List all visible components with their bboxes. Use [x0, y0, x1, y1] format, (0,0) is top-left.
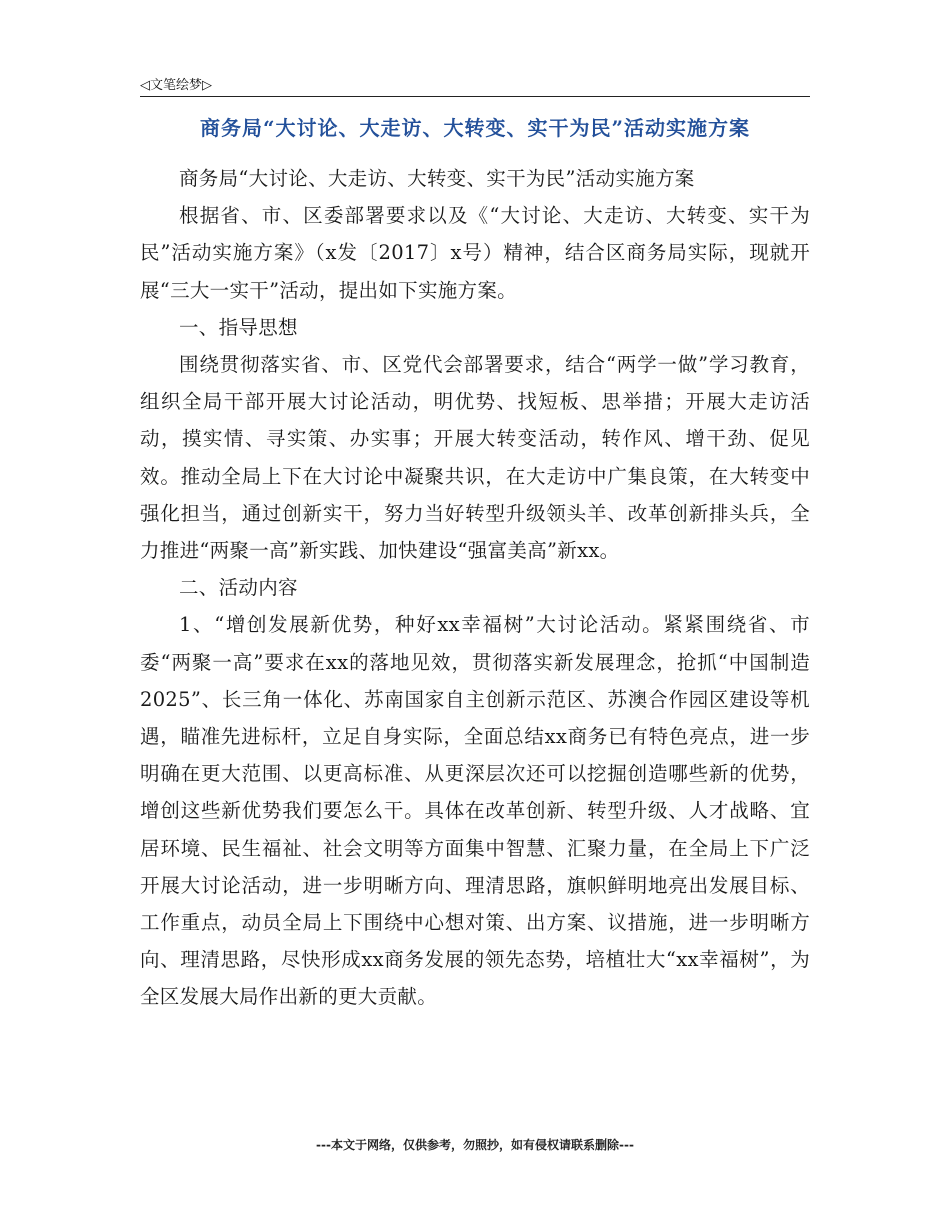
header-brand: ◁文笔绘梦▷	[140, 78, 212, 93]
paragraph-subtitle: 商务局“大讨论、大走访、大转变、实干为民”活动实施方案	[179, 167, 695, 190]
section-heading-activity-content: 二、活动内容	[179, 576, 298, 600]
document-body	[140, 160, 810, 1016]
paragraph-guiding-thought: 围绕贯彻落实省、市、区党代会部署要求，结合“两学一做”学习教育，组织全局干部开展大讨论活动，明优势、找短板、思举措；开展大走访活动，摸实情、寻实策、办实事；开展大转变活动，转作风、增干劲、促见效。推动全局上下在大讨论中凝聚共识，在大走访中广集良策，在大转变中强化担当，通过创新实干，努力当好转型升级领头羊、改革创新排头兵，全力推进“两聚一高”新实践、加快建设“强富美高”新xx。	[140, 353, 810, 563]
section-heading-guiding-thought: 一、指导思想	[179, 315, 298, 339]
page-header	[140, 72, 810, 97]
document-title: 商务局“大讨论、大走访、大转变、实干为民”活动实施方案	[199, 116, 750, 140]
paragraph-intro: 根据省、市、区委部署要求以及《“大讨论、大走访、大转变、实干为民”活动实施方案》（x发〔2017〕x号）精神，结合区商务局实际，现就开展“三大一实干”活动，提出如下实施方案。	[140, 204, 810, 302]
page-footer-disclaimer: ---本文于网络，仅供参考，勿照抄，如有侵权请联系删除---	[316, 1138, 634, 1152]
paragraph-activity-1: 1、“增创发展新优势，种好xx幸福树”大讨论活动。紧紧围绕省、市委“两聚一高”要求在xx的落地见效，贯彻落实新发展理念，抢抓“中国制造2025”、长三角一体化、苏南国家自主创新示范区、苏澳合作园区建设等机遇，瞄准先进标杆，立足自身实际，全面总结xx商务已有特色亮点，进一步明确在更大范围、以更高标准、从更深层次还可以挖掘创造哪些新的优势，增创这些新优势我们要怎么干。具体在改革创新、转型升级、人才战略、宜居环境、民生福祉、社会文明等方面集中智慧、汇聚力量，在全局上下广泛开展大讨论活动，进一步明晰方向、理清思路，旗帜鲜明地亮出发展目标、工作重点，动员全局上下围绕中心想对策、出方案、议措施，进一步明晰方向、理清思路，尽快形成xx商务发展的领先态势，培植壮大“xx幸福树”，为全区发展大局作出新的更大贡献。	[140, 613, 810, 1009]
